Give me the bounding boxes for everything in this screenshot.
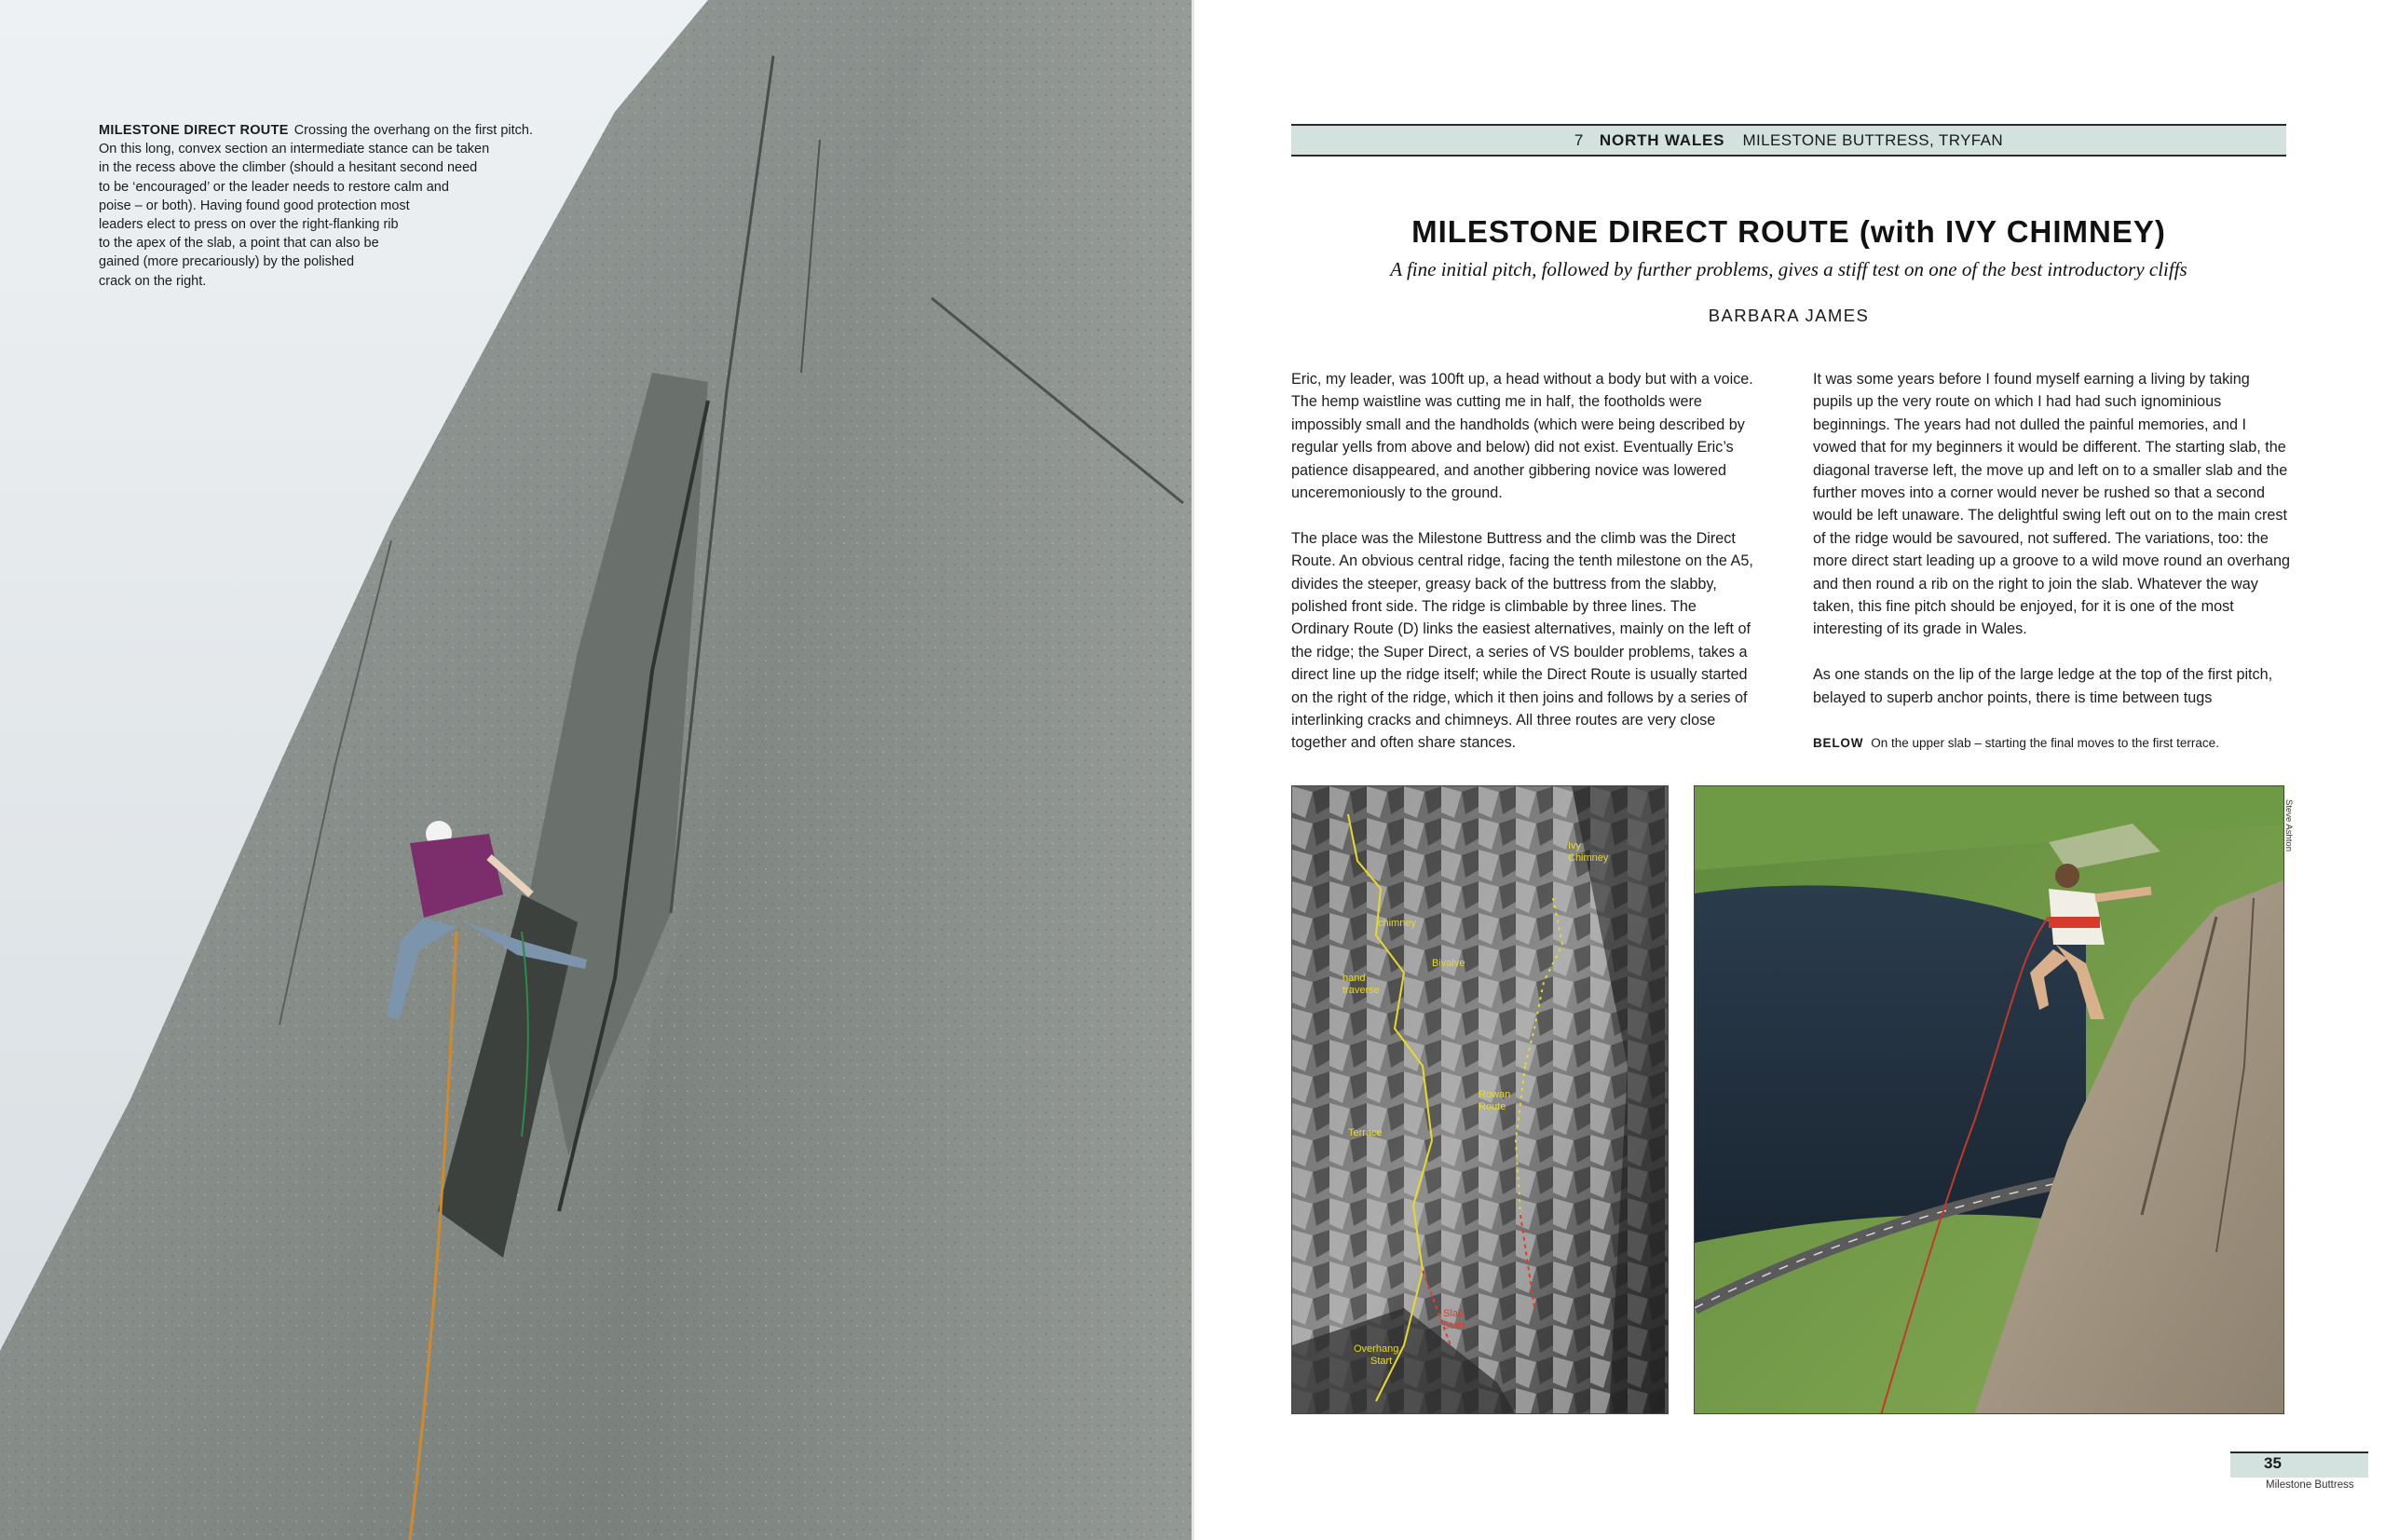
label-hand: hand (1342, 973, 1366, 984)
text-column-1 (1291, 368, 1757, 777)
photo-credit: Steve Ashton (2283, 799, 2294, 852)
caption-line: On this long, convex section an intermediate stance can be taken (99, 142, 490, 157)
upper-slab-climber-photo (1694, 785, 2284, 1414)
label-traverse: traverse (1342, 985, 1380, 996)
label-slab: Slab (1443, 1308, 1465, 1319)
author-byline: BARBARA JAMES (1708, 306, 1870, 325)
paragraph: Eric, my leader, was 100ft up, a head without a body but with a voice. The hemp waistline was cutting me in half, the footholds were impossibly small and the handholds (which were being described by regular yells from above and below) did not exist. Eventually Eric’s patience disappeared, and another gibbering novice was lowered unceremoniously to the ground. (1291, 371, 1753, 502)
left-photo-caption (99, 121, 565, 291)
route-diagram-photo (1291, 785, 1669, 1414)
page-spine (1192, 0, 1194, 1540)
caption-line: Crossing the overhang on the first pitch. (293, 123, 534, 138)
label-ivy: Ivy (1568, 840, 1582, 852)
text-column-2 (1813, 368, 2290, 731)
caption-line: to the apex of the slab, a point that can also be (99, 236, 379, 252)
paragraph: It was some years before I found myself earning a living by taking pupils up the very route on which I had had such ignominious beginnings. The years had not dulled the painful memories, and I vowed that for my beginners it would be different. The starting slab, the diagonal traverse left, the move up and left on to a smaller slab and the further moves into a corner would never be rushed so that a second would be left unaware. The delightful swing left out on to the main crest of the ridge would be savoured, not suffered. The variations, too: the more direct start leading up a groove to a wild move round an overhang and then round a rib on the right to join the slab. Whatever the way taken, this fine pitch should be enjoyed, for it is one of the most interesting of its grade in Wales. (1813, 371, 2291, 638)
folio-band (2230, 1451, 2368, 1478)
caption-title: MILESTONE DIRECT ROUTE (99, 123, 289, 138)
label-overhang-start: Start (1370, 1356, 1393, 1367)
article-title: MILESTONE DIRECT ROUTE (with IVY CHIMNEY) (1411, 214, 2166, 249)
label-overhang: Overhang (1354, 1343, 1399, 1355)
label-slab-start: Start (1443, 1320, 1465, 1331)
caption-text: On the upper slab – starting the final moves to the first terrace. (1871, 736, 2219, 750)
folio-label: Milestone Buttress (2266, 1479, 2354, 1491)
label-rowan-route: Route (1479, 1101, 1506, 1112)
label-terrace: Terrace (1348, 1127, 1383, 1138)
caption-line: leaders elect to press on over the right-flanking rib (99, 217, 399, 233)
label-rowan: Rowan (1479, 1089, 1511, 1100)
caption-line: poise – or both). Having found good protection most (99, 198, 410, 213)
paragraph: The place was the Milestone Buttress and the climb was the Direct Route. An obvious central ridge, facing the tenth milestone on the A5, divides the steeper, greasy back of the buttress from the slabby, polished front side. The ridge is climbable by three lines. The Ordinary Route (D) links the easiest alternatives, mainly on the left of the ridge; the Super Direct, a series of VS boulder problems, takes a direct line up the ridge itself; while the Direct Route is usually started on the right of the ridge, which it then joins and follows by a series of interlinking cracks and chimneys. All three routes are very close together and often share stances. (1291, 529, 1753, 752)
label-chimney: chimney (1378, 918, 1416, 929)
caption-line: gained (more precariously) by the polished (99, 254, 355, 270)
chapter-number: 7 (1574, 131, 1584, 149)
caption-label: BELOW (1813, 736, 1864, 750)
below-photo-caption (1813, 734, 2316, 753)
article-subtitle: A fine initial pitch, followed by further problems, gives a stiff test on one of the best introductory cliffs (1390, 258, 2187, 280)
label-bivalve: Bivalve (1432, 958, 1465, 969)
location-name: MILESTONE BUTTRESS, TRYFAN (1742, 131, 2004, 149)
page-number: 35 (2264, 1454, 2282, 1472)
region-name: NORTH WALES (1599, 131, 1725, 149)
upper-slab-image (1695, 786, 2284, 1414)
caption-line: in the recess above the climber (should a hesitant second need (99, 160, 478, 176)
caption-line: to be ‘encouraged’ or the leader needs to restore calm and (99, 179, 449, 195)
label-ivy-chimney: Chimney (1568, 852, 1609, 864)
running-head (1291, 124, 2286, 157)
paragraph: As one stands on the lip of the large ledge at the top of the first pitch, belayed to superb anchor points, there is time between tugs (1813, 666, 2273, 706)
caption-line: crack on the right. (99, 273, 207, 289)
